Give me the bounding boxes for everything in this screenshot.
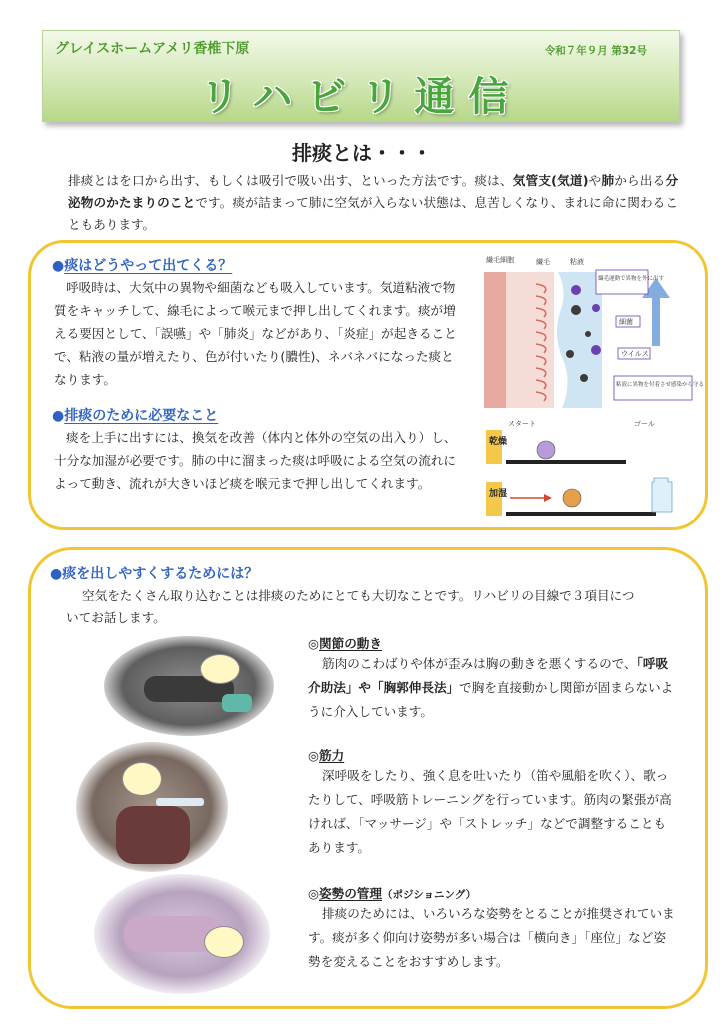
section-heading-requirements — [52, 405, 218, 425]
bullet-icon: ● — [50, 566, 63, 582]
phlegm-character-icon — [537, 441, 555, 459]
label-cilia-motion: 繊毛運動で異物を外に出す — [598, 276, 665, 282]
item-subtitle-positioning: （ポジショニング） — [381, 889, 477, 901]
section-heading-tips — [50, 563, 258, 583]
item-title-text: 関節の動き — [319, 636, 382, 651]
humid-label-bg — [486, 482, 502, 516]
label-humid: 加湿 — [489, 489, 508, 499]
face-mask-icon — [204, 926, 244, 958]
section-heading-text: 痰を出しやすくするためには？ — [62, 566, 259, 582]
face-mask-icon — [200, 654, 240, 684]
facility-name: グレイスホームアメリ香椎下原 — [55, 41, 250, 57]
spray-bottle-icon — [652, 478, 672, 512]
cell-layer — [506, 272, 554, 408]
face-mask-icon — [122, 762, 162, 796]
item-body-posture-management: 排痰のためには、いろいろな姿勢をとることが推奨されています。痰が多く仰向け姿勢が多い場合は「横向き」「座位」など姿勢を変えることをおすすめします。 — [308, 906, 675, 969]
label-bacteria: 細菌 — [619, 318, 633, 326]
label-start: スタート — [508, 420, 536, 428]
double-circle-icon: ◎ — [308, 886, 319, 901]
item-title-joint-movement — [308, 633, 382, 652]
item-title-posture-management — [308, 883, 476, 902]
intro-text: 排痰とはを口から出す、もしくは吸引で吸い出す、といった方法です。痰は、 — [68, 173, 513, 188]
section-heading-how-phlegm-forms — [52, 255, 232, 275]
intro-bold-lung: 肺 — [601, 173, 615, 188]
humid-track — [506, 512, 656, 516]
intro-paragraph — [68, 170, 678, 236]
bullet-icon: ● — [52, 258, 65, 274]
newsletter-header — [42, 30, 680, 122]
phlegm-character-icon — [563, 489, 581, 507]
photo-positioning — [94, 874, 270, 994]
label-dry: 乾燥 — [489, 437, 508, 447]
item-body-text: 筋肉のこわばりや体が歪みは胸の動きを悪くするので、 — [322, 656, 637, 671]
label-to-outside: 体外へ — [664, 323, 688, 332]
humidity-comparison-illustration — [484, 416, 694, 520]
bullet-icon: ● — [52, 408, 65, 424]
label-virus: ウイルス — [621, 350, 649, 358]
section-heading-text: 痰はどうやって出てくる？ — [64, 258, 233, 274]
tissue-layer — [484, 272, 506, 408]
photo-joint-mobilization — [104, 636, 274, 736]
intro-text: から出る — [614, 173, 666, 188]
label-mucus: 粘液 — [570, 258, 584, 266]
label-ciliated-cells: 繊毛細胞 — [486, 256, 514, 264]
photo-breathing-training — [76, 742, 228, 872]
double-circle-icon: ◎ — [308, 636, 319, 651]
item-body-bold: 「呼吸介助法」や「胸郭伸長法」 — [308, 656, 669, 695]
label-goal: ゴール — [634, 420, 655, 428]
label-cilia: 繊毛 — [536, 258, 550, 266]
intro-bold-secretion: 分泌物のかたまりのこと — [68, 173, 679, 210]
item-title-text: 姿勢の管理 — [319, 886, 382, 901]
section-text-requirements: 痰を上手に出すには、換気を改善（体内と体外の空気の出入り）し、十分な加湿が必要です。肺の中に溜まった痰は呼吸による空気の流れによって動き、流れが大きいほど痰を喉元まで押し出してくれます。 — [54, 430, 457, 491]
intro-text: や — [588, 173, 602, 188]
section-text-how-phlegm-forms: 呼吸時は、大気中の異物や細菌なども吸入しています。気道粘液で物質をキャッチして、線毛によって喉元まで押し出してくれます。痰が増える要因として、「誤嚥」や「肺炎」などがあり、「炎症」が起きることで、粘液の量が増えたり、色が付いたり(膿性)、ネバネバになった痰となります。 — [54, 280, 457, 387]
double-circle-icon: ◎ — [308, 748, 319, 763]
intro-bold-bronchi: 気管支(気道) — [512, 173, 589, 188]
issue-number: 令和７年９月 第32号 — [544, 45, 647, 57]
section-heading-text: 排痰のために必要なこと — [64, 408, 219, 424]
item-title-text: 筋力 — [319, 748, 345, 763]
item-body-joint-movement — [308, 652, 676, 724]
dry-label-bg — [486, 430, 502, 464]
section-text-tips: 空気をたくさん取り込むことは排痰のためにとても大切なことです。リハビリの目線で３項目についてお話します。 — [66, 588, 635, 625]
dry-track — [506, 460, 626, 464]
label-mucus-protects: 粘液に異物を付着させ感染から守る — [616, 382, 705, 388]
item-title-muscle-strength — [308, 745, 344, 764]
item-body-text: で胸を直接動かし関節が固まらないように介入しています。 — [308, 680, 674, 719]
item-body-muscle-strength: 深呼吸をしたり、強く息を吐いたり（笛や風船を吹く）、歌ったりして、呼吸筋トレーニングを行っています。筋肉の緊張が高ければ、「マッサージ」や「ストレッチ」などで調整することもあります。 — [308, 768, 672, 855]
page-title: 排痰とは・・・ — [292, 141, 432, 165]
intro-text: です。痰が詰まって肺に空気が入らない状態は、息苦しくなり、まれに命に関わることもあります。 — [68, 195, 678, 232]
airway-cilia-illustration — [484, 250, 705, 408]
newsletter-title: リハビリ通信 — [199, 74, 523, 120]
